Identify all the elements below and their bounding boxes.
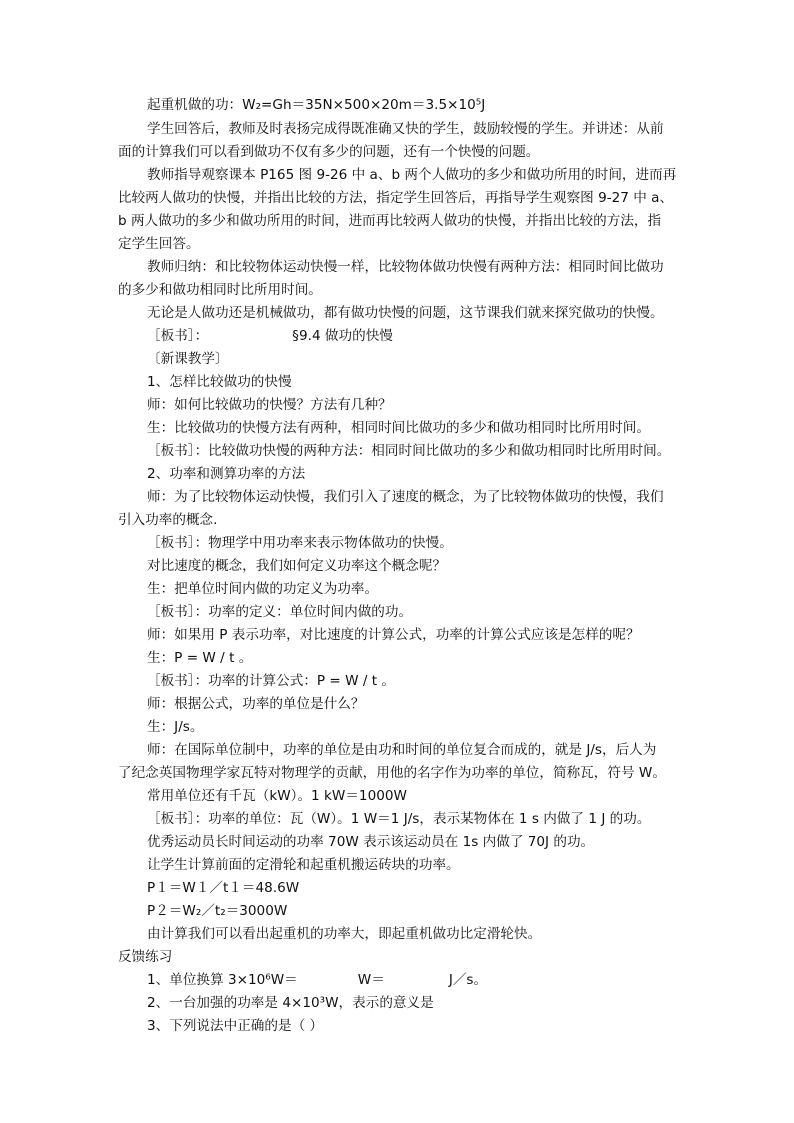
formula-line: P２＝W₂／t₂＝3000W <box>147 903 288 919</box>
text-line: 优秀运动员长时间运动的功率 70W 表示该运动员在 1s 内做了 70J 的功。 <box>147 834 595 850</box>
text-line: 师：如何比较做功的快慢？方法有几种？ <box>147 397 392 413</box>
text-line: ［板书］：功率的单位：瓦（W）。1 W＝1 J/s，表示某物体在 1 s 内做了 1 J 的功。 <box>147 811 651 827</box>
text-line: 学生回答后，教师及时表扬完成得既准确又快的学生，鼓励较慢的学生。并讲述：从前 <box>147 121 664 137</box>
text-line: 生：J/s。 <box>147 719 204 735</box>
text-line: 无论是人做功还是机械做功，都有做功快慢的问题，这节课我们就来探究做功的快慢。 <box>147 305 664 321</box>
exercise-line: 1、单位换算 3×10⁶W＝ W＝ J／s。 <box>147 972 488 988</box>
exercise-line: 3、下列说法中正确的是（ ） <box>147 1018 324 1034</box>
text-line: ［板书］：功率的计算公式：P = W / t 。 <box>147 673 396 689</box>
text-line: ［板书］：功率的定义：单位时间内做的功。 <box>147 604 413 620</box>
text-line: 比较两人做功的快慢，并指出比较的方法，指定学生回答后，再指导学生观察图 9-27 中 a、 <box>118 190 674 206</box>
text-line: 定学生回答。 <box>118 236 200 252</box>
text-line: 让学生计算前面的定滑轮和起重机搬运砖块的功率。 <box>147 857 460 873</box>
section-heading: 反馈练习 <box>118 949 173 965</box>
section-heading: 〔新课教学〕 <box>147 351 229 367</box>
text-line: ［板书］：物理学中用功率来表示物体做功的快慢。 <box>147 535 453 551</box>
text-line: 生：比较做功的快慢方法有两种，相同时间比做功的多少和做功相同时比所用时间。 <box>147 420 650 436</box>
text-line: 1、怎样比较做功的快慢 <box>147 374 292 390</box>
board-label: ［板书］： <box>147 328 209 344</box>
text-line: 师：根据公式，功率的单位是什么？ <box>147 696 365 712</box>
text-line: ［板书］：比较做功快慢的两种方法：相同时间比做功的多少和做功相同时比所用时间。 <box>147 443 671 459</box>
text-line: 常用单位还有千瓦（kW）。1 kW＝1000W <box>147 788 407 804</box>
text-line <box>0 325 794 347</box>
text-line: 师：为了比较物体运动快慢，我们引入了速度的概念，为了比较物体做功的快慢，我们 <box>147 489 664 505</box>
text-line: 生：把单位时间内做的功定义为功率。 <box>147 581 379 597</box>
text-line: 的多少和做功相同时比所用时间。 <box>118 282 322 298</box>
text-line: 对比速度的概念，我们如何定义功率这个概念呢？ <box>147 558 447 574</box>
text-line: b 两人做功的多少和做功所用的时间，进而再比较两人做功的快慢，并指出比较的方法，指 <box>118 213 662 229</box>
text-line: 生：P = W / t 。 <box>147 650 253 666</box>
text-line: 教师指导观察课本 P165 图 9-26 中 a、b 两个人做功的多少和做功所用的时间，进而再 <box>147 167 677 183</box>
text-line: 由计算我们可以看出起重机的功率大，即起重机做功比定滑轮快。 <box>147 926 542 942</box>
text-line: 引入功率的概念. <box>118 512 218 528</box>
text-line: 2、功率和测算功率的方法 <box>147 466 306 482</box>
text-line: 了纪念英国物理学家瓦特对物理学的贡献，用他的名字作为功率的单位，简称瓦，符号 W。 <box>118 765 666 781</box>
formula-line: P１＝W１／t１＝48.6W <box>147 880 300 896</box>
text-line: 起重机做的功：W₂=Gh＝35N×500×20m＝3.5×10⁵J <box>147 97 486 113</box>
text-line: 面的计算我们可以看到做功不仅有多少的问题，还有一个快慢的问题。 <box>118 144 540 160</box>
text-line: 师：如果用 P 表示功率，对比速度的计算公式，功率的计算公式应该是怎样的呢？ <box>147 627 640 643</box>
exercise-line: 2、一台加强的功率是 4×10³W，表示的意义是 <box>147 995 434 1011</box>
lesson-title: §9.4 做功的快慢 <box>292 328 393 344</box>
text-line: 师：在国际单位制中，功率的单位是由功和时间的单位复合而成的，就是 J/s，后人为 <box>147 742 657 758</box>
text-line: 教师归纳：和比较物体运动快慢一样，比较物体做功快慢有两种方法：相同时间比做功 <box>147 259 664 275</box>
